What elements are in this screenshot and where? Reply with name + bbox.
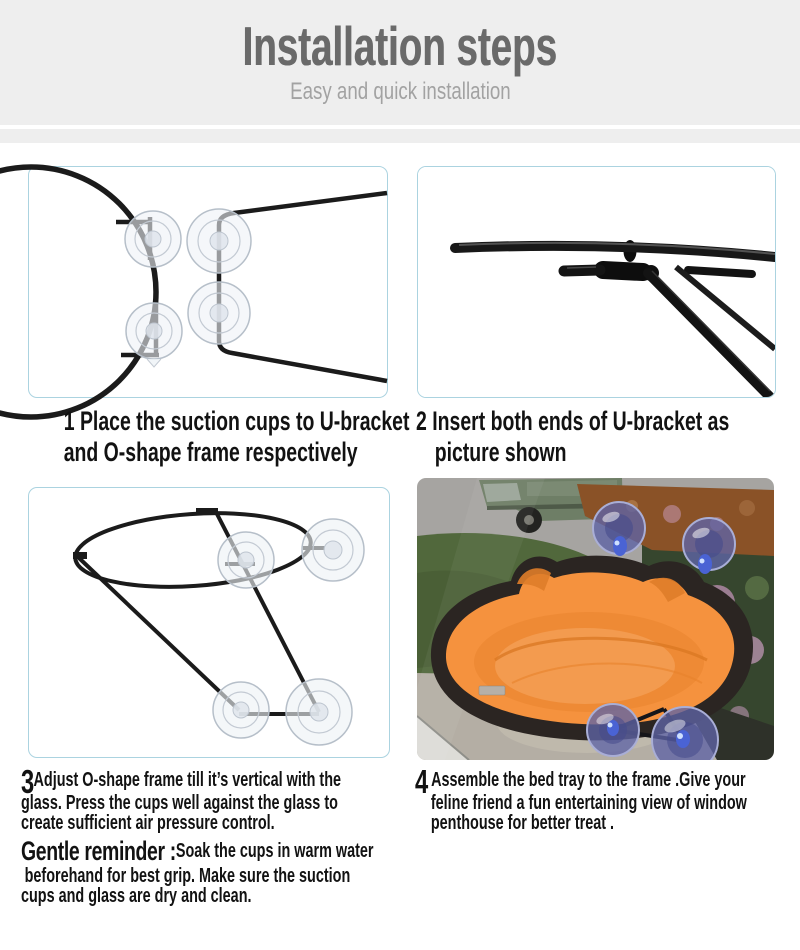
step2-photo-panel bbox=[417, 166, 776, 398]
page-subtitle: Easy and quick installation bbox=[289, 78, 511, 105]
step3-number: 3 bbox=[21, 763, 34, 800]
reminder-line2: beforehand for best grip. Make sure the suction bbox=[24, 864, 351, 887]
suction-cup-icon bbox=[286, 679, 352, 745]
reminder-line3: cups and glass are dry and clean. bbox=[21, 885, 252, 907]
suction-cup-icon bbox=[187, 209, 251, 273]
o-frame-and-u-bracket-graphic bbox=[29, 167, 387, 397]
suction-cup-icon bbox=[125, 211, 181, 267]
step1-caption-line2: and O-shape frame respectively bbox=[63, 437, 358, 467]
suction-cup-blue-icon bbox=[593, 502, 645, 556]
step3-description bbox=[21, 763, 401, 907]
page-title: Installation steps bbox=[242, 15, 558, 77]
reminder-line1: Gentle reminder :Soak the cups in warm water bbox=[21, 835, 374, 866]
step1-illustration-panel bbox=[28, 166, 388, 398]
suction-cup-blue-icon bbox=[587, 704, 639, 756]
suction-cup-icon bbox=[213, 682, 269, 738]
cat-bed-window-photo bbox=[417, 478, 774, 760]
header-band-strip bbox=[0, 129, 800, 143]
step2-caption-line1: 2 Insert both ends of U-bracket as bbox=[416, 406, 730, 436]
step2-number: 2 bbox=[416, 406, 427, 436]
step1-caption-line1: 1 Place the suction cups to U-bracket bbox=[63, 406, 410, 436]
brand-tag bbox=[479, 686, 505, 695]
step4-line3: penthouse for better treat . bbox=[430, 812, 615, 834]
step3-illustration-panel bbox=[28, 487, 390, 758]
step3-line1: 3Adjust O-shape frame till it’s vertical with the bbox=[21, 763, 342, 800]
step1-caption bbox=[8, 406, 410, 468]
step4-photo-panel bbox=[417, 478, 774, 760]
step3-line3: create sufficient air pressure control. bbox=[21, 812, 275, 834]
step4-line1: 4 Assemble the bed tray to the frame .Give your bbox=[415, 763, 746, 800]
step2-caption-line2: picture shown bbox=[434, 437, 567, 467]
o-frame-arc bbox=[0, 167, 156, 417]
step4-description bbox=[415, 763, 800, 834]
step3-line2: glass. Press the cups well against the glass to bbox=[21, 791, 338, 814]
step1-number: 1 bbox=[63, 406, 75, 436]
step2-caption bbox=[416, 406, 800, 468]
o-frame-ring bbox=[73, 506, 313, 594]
photo-background bbox=[418, 167, 775, 397]
u-bracket-struts bbox=[79, 514, 325, 714]
suction-cup-icon bbox=[188, 282, 250, 344]
suction-cup-icon bbox=[302, 519, 364, 581]
frame-joint-photo bbox=[418, 167, 775, 397]
step4-number: 4 bbox=[415, 763, 428, 800]
step4-line2: feline friend a fun entertaining view of window bbox=[430, 791, 747, 814]
suction-cup-icon bbox=[218, 532, 274, 588]
assembled-frame-graphic bbox=[29, 488, 389, 757]
reminder-label: Gentle reminder : bbox=[21, 835, 176, 866]
